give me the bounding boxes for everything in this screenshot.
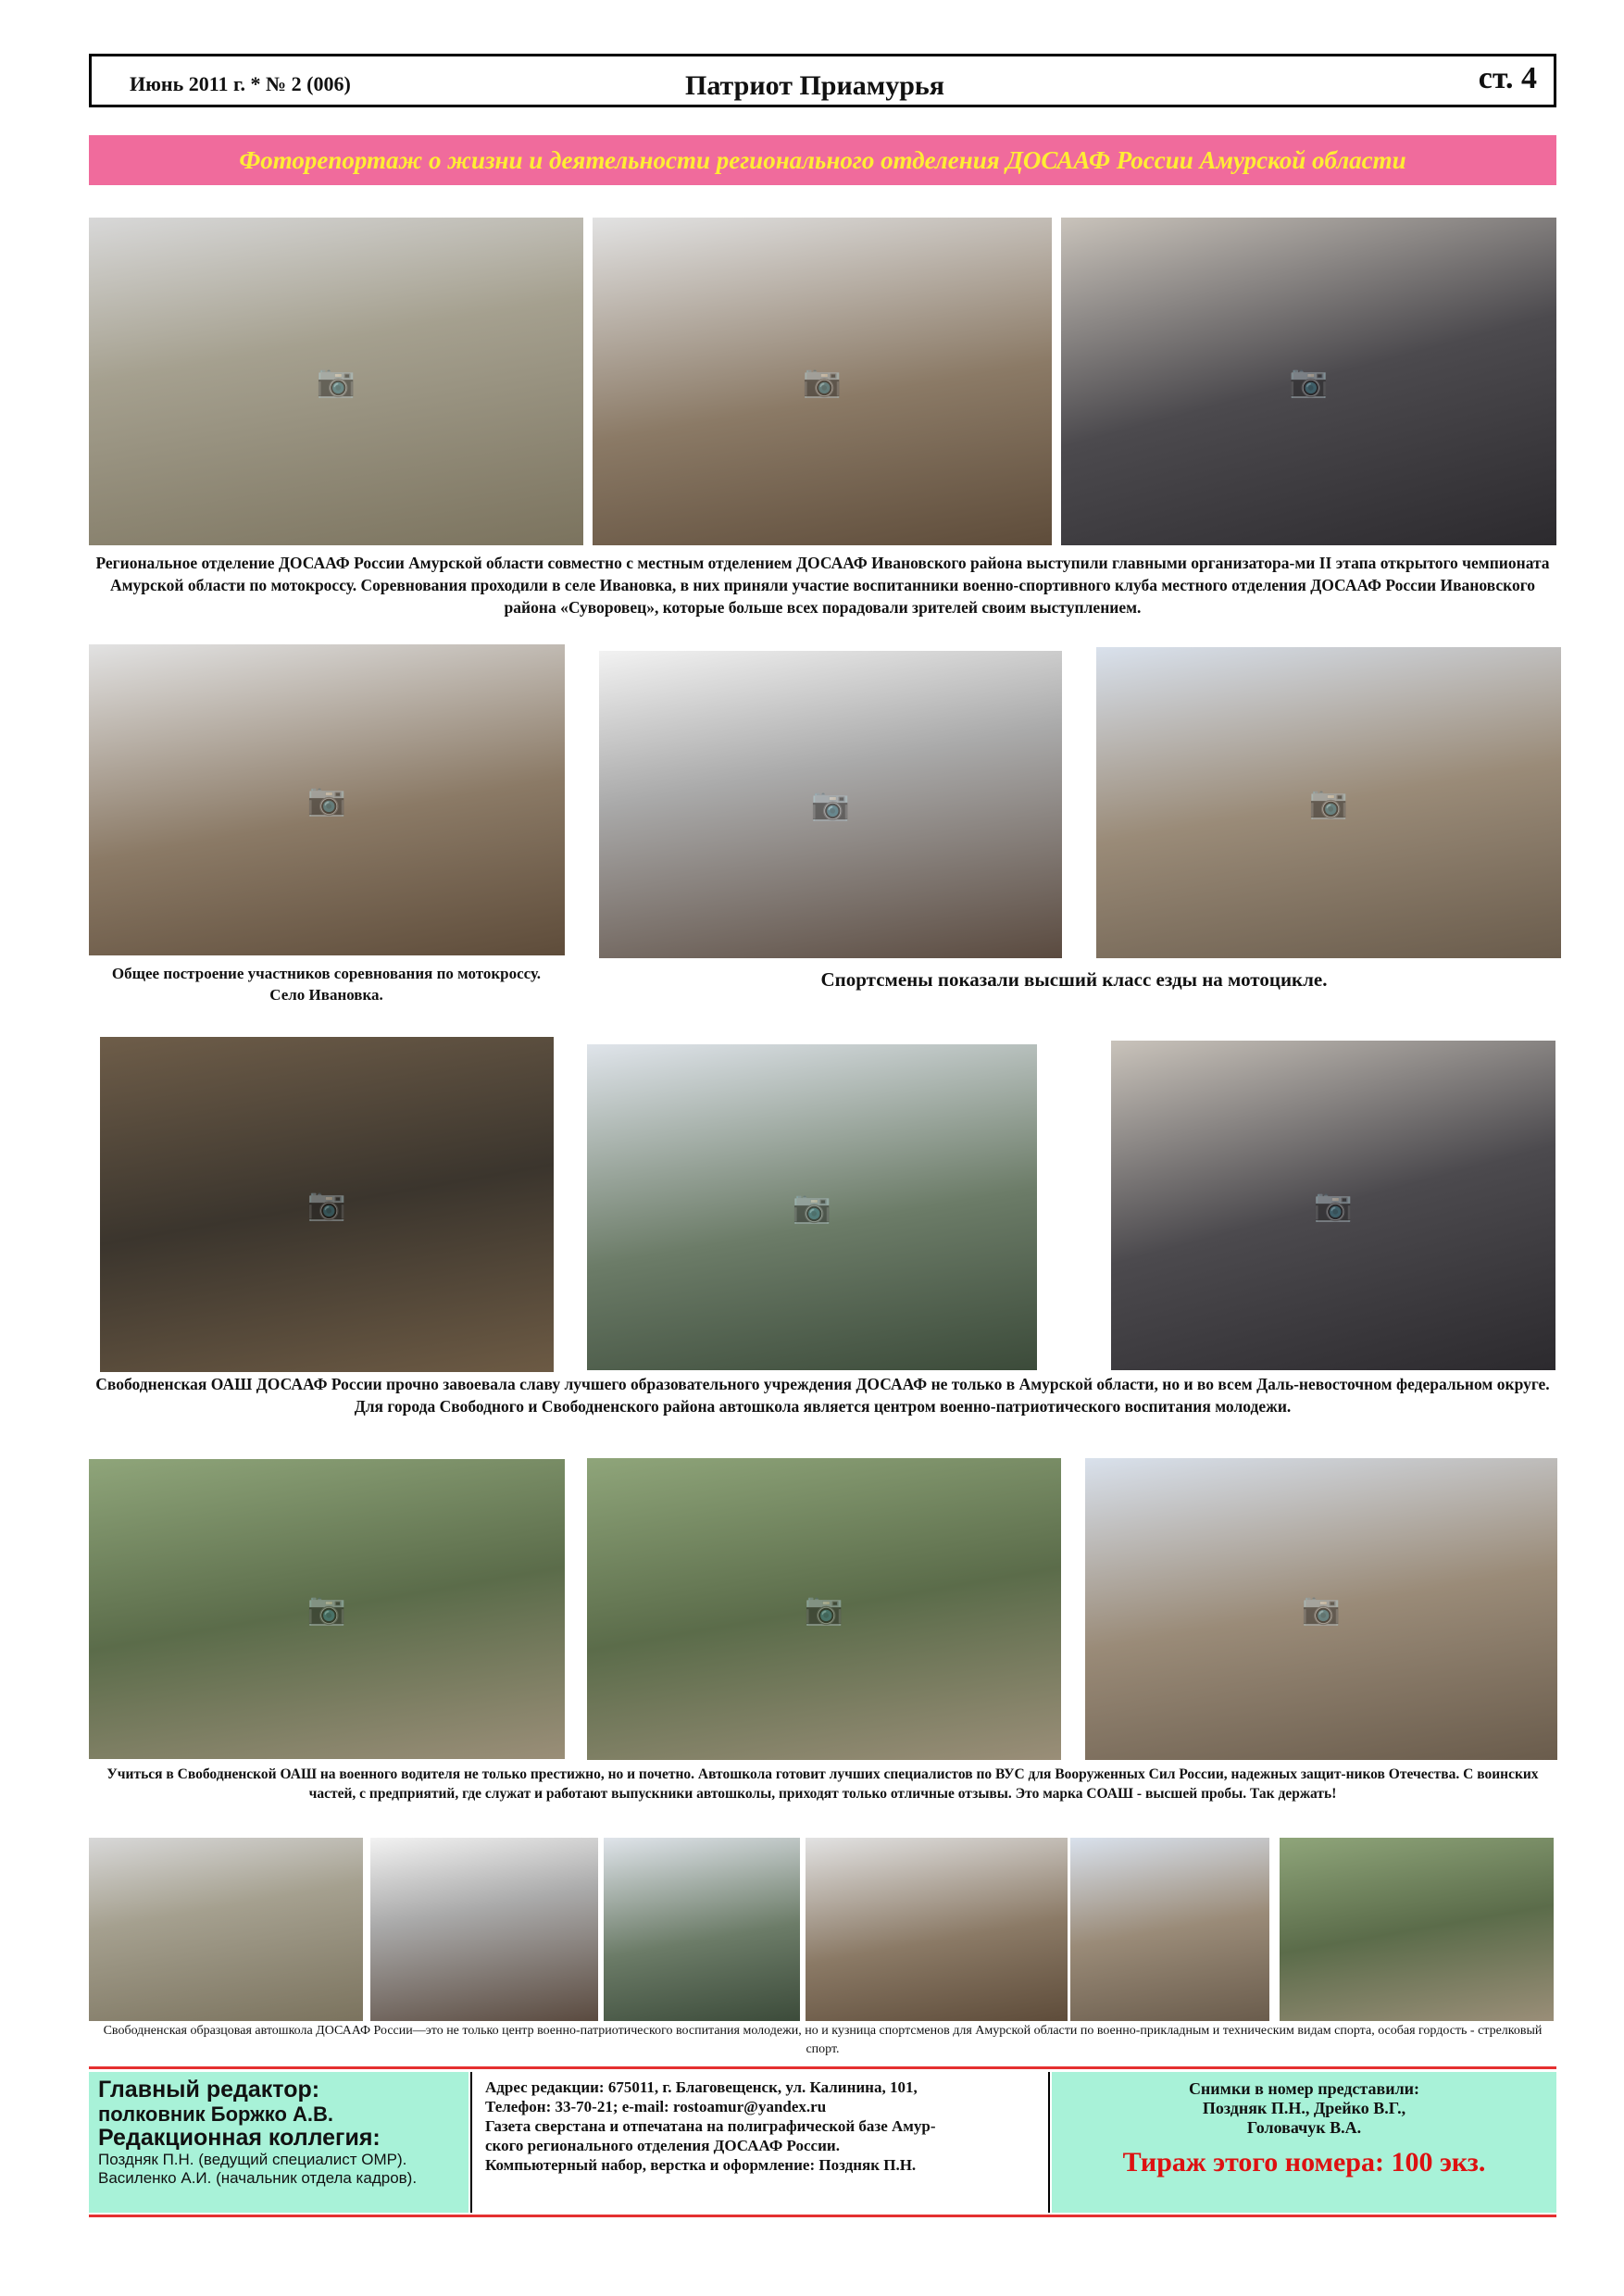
editor-heading: Главный редактор:: [98, 2077, 320, 2103]
photo-military-truck: [89, 1459, 565, 1759]
photo-riders-lineup: [1061, 218, 1556, 545]
camera-icon: 📷: [792, 1189, 832, 1226]
caption-row-4: Учиться в Свободненской ОАШ на военного водителя не только престижно, но и почетно. Автошкола готовит лучших специалистов по ВУС для Вооруженных Сил России, надежных защит-ников Отечества. С воинских частей, с предприятий, где служат и работают выпускники автошколы, приходят только отличные отзывы. Это марка СОАШ - высшей пробы. Так держать!: [106, 1766, 1539, 1802]
photo-start-gate: [593, 218, 1052, 545]
circulation: Тираж этого номера: 100 экз.: [1122, 2147, 1486, 2177]
footer-photo-credits: [1052, 2072, 1556, 2213]
footer-contact-info: [470, 2072, 1050, 2213]
photo-classroom: [1085, 1458, 1557, 1760]
footer-bottom-rule: [89, 2215, 1556, 2217]
photo-participants-formation: [89, 644, 565, 955]
photo-riders-track: [1096, 647, 1561, 958]
editorial-phone-email: Телефон: 33-70-21; e-mail: rostoamur@yandex.ru: [485, 2098, 827, 2115]
issue-date: Июнь 2011 г. * № 2 (006): [130, 72, 351, 95]
photo-small-award-group: [370, 1838, 598, 2021]
photographers: Головачук В.А.: [1246, 2118, 1362, 2137]
printing-info: ского регионального отделения ДОСААФ России.: [485, 2137, 840, 2154]
camera-icon: 📷: [306, 781, 347, 818]
photo-training-truck-cab: [587, 1458, 1061, 1760]
editor-name: полковник Боржко А.В.: [98, 2103, 334, 2126]
photo-small-team-red: [89, 1838, 363, 2021]
camera-icon: 📷: [1308, 784, 1349, 821]
caption-row-5: Свободненская образцовая автошкола ДОСААФ России—это не только центр военно-патриотического воспитания молодежи, но и кузница спортсменов для Амурской области по военно-прикладным и техническим видам спорта, особая гордость - стрелковый спорт.: [103, 2024, 1543, 2056]
page-number: ст. 4: [1478, 61, 1537, 95]
photo-small-flags: [604, 1838, 800, 2021]
camera-icon: 📷: [306, 1591, 347, 1628]
photo-small-officials: [1070, 1838, 1269, 2021]
camera-icon: 📷: [810, 786, 851, 823]
camera-icon: 📷: [1313, 1187, 1354, 1224]
camera-icon: 📷: [1301, 1591, 1342, 1628]
camera-icon: 📷: [306, 1186, 347, 1223]
camera-icon: 📷: [802, 363, 843, 400]
camera-icon: 📷: [316, 363, 356, 400]
board-member: Поздняк П.Н. (ведущий специалист ОМР).: [98, 2151, 407, 2168]
caption-row-1: Региональное отделение ДОСААФ России Амурской области совместно с местным отделением ДОСААФ Ивановского района выступили главными организатора-ми II этапа открытого чемпионата Амурской области по мотокроссу. Соревнования проходили в селе Ивановка, в них приняли участие воспитанники военно-спортивного клуба местного отделения ДОСААФ России Ивановского района «Суворовец», которые больше всех порадовали зрителей своим выступлением.: [95, 554, 1550, 617]
photo-simulator-children: [100, 1037, 554, 1372]
board-heading: Редакционная коллегия:: [98, 2125, 381, 2151]
photo-small-podium: [1280, 1838, 1554, 2021]
photo-small-diplomas: [806, 1838, 1068, 2021]
caption-row-3: Свободненская ОАШ ДОСААФ России прочно завоевала славу лучшего образовательного учреждения ДОСААФ не только в Амурской области, но и во всем Даль-невосточном федеральном округе. Для города Свободного и Свободненского района автошкола является центром военно-патриотического воспитания молодежи.: [95, 1375, 1550, 1416]
board-member: Василенко А.И. (начальник отдела кадров).: [98, 2169, 418, 2187]
layout-credit: Компьютерный набор, верстка и оформление: Поздняк П.Н.: [485, 2156, 917, 2174]
camera-icon: 📷: [804, 1591, 844, 1628]
editorial-address: Адрес редакции: 675011, г. Благовещенск, ул. Калинина, 101,: [485, 2078, 918, 2096]
photos-heading: Снимки в номер представили:: [1188, 2079, 1420, 2098]
camera-icon: 📷: [1289, 363, 1329, 400]
caption-row-2-right: Спортсмены показали высший класс езды на мотоцикле.: [820, 968, 1328, 991]
footer-top-rule: [89, 2066, 1556, 2069]
photographers: Поздняк П.Н., Дрейко В.Г.,: [1202, 2099, 1406, 2117]
photo-driving-course-car: [587, 1044, 1037, 1370]
photo-boy-at-wheel: [1111, 1041, 1555, 1370]
newspaper-title: Патриот Приамурья: [685, 70, 944, 101]
section-banner: Фоторепортаж о жизни и деятельности регионального отделения ДОСААФ России Амурской области: [89, 135, 1556, 185]
photo-rider-turn: [599, 651, 1062, 958]
printing-info: Газета сверстана и отпечатана на полиграфической базе Амур-: [485, 2117, 936, 2135]
footer-editorial-board: [89, 2072, 468, 2213]
photo-officials-at-race: [89, 218, 583, 545]
caption-row-2-left: Общее построение участников соревнования по мотокроссу. Село Ивановка.: [111, 965, 542, 1004]
